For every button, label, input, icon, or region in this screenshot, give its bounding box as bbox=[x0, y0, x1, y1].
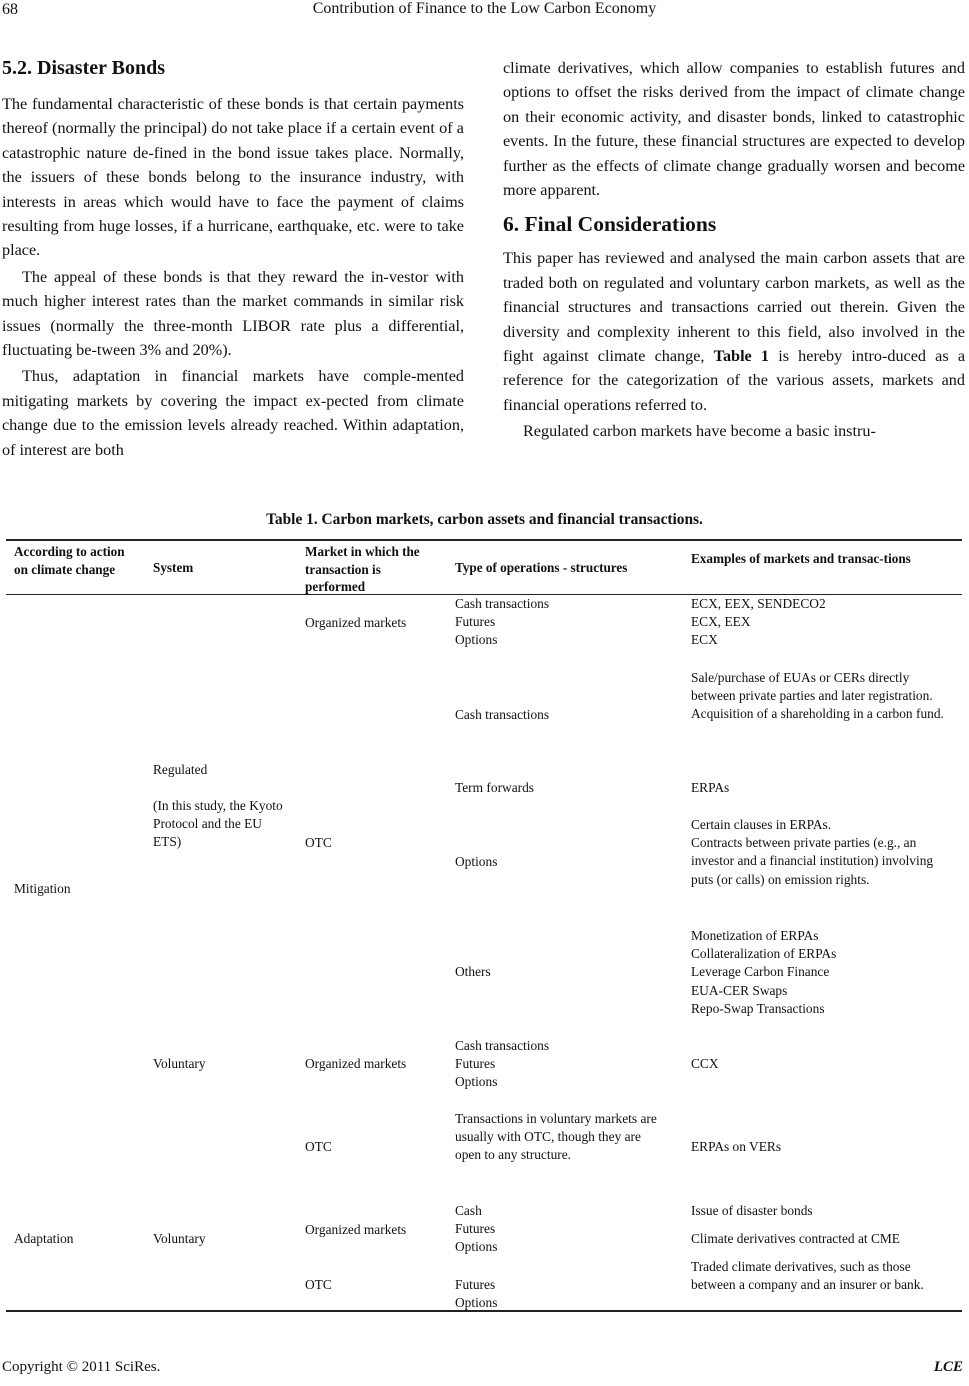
right-column bbox=[503, 56, 965, 444]
table-cell-examples: CCX bbox=[691, 1056, 719, 1071]
paragraph: climate derivatives, which allow companies to establish futures and options to offset the risks derived from the impact of climate change on their economic activity, and disaster bonds, linked to catastrophic events. In the future, these financial structures are expected to develop further as the effects of climate change gradually worsen and become more apparent. bbox=[503, 59, 965, 200]
table-header-system: System bbox=[153, 560, 194, 575]
table-cell-examples: Traded climate derivatives, such as those between a company and an insurer or bank. bbox=[691, 1259, 924, 1293]
table-cell-operations: Others bbox=[455, 964, 491, 979]
table-header-operations: Type of operations - structures bbox=[455, 560, 628, 575]
table-caption: Table 1. Carbon markets, carbon assets and financial transactions. bbox=[266, 511, 703, 528]
table-cell-voluntary: Voluntary bbox=[153, 1056, 206, 1071]
running-title: Contribution of Finance to the Low Carbon Economy bbox=[312, 0, 657, 17]
table-cell-operations: Options bbox=[455, 854, 498, 869]
table-cell-examples: Certain clauses in ERPAs. Contracts between private parties (e.g., an investor and a financial institution) involving puts (or calls) on emission rights. bbox=[691, 817, 934, 887]
table-cell-operations: Cash Futures Options bbox=[455, 1203, 498, 1255]
table-cell-examples: Sale/purchase of EUAs or CERs directly between private parties and later registration. Acquisition of a shareholding in a carbon fund. bbox=[691, 670, 944, 722]
table-top-rule bbox=[6, 539, 962, 541]
table-cell-organized-markets: Organized markets bbox=[305, 615, 407, 630]
table-cell-organized-markets: Organized markets bbox=[305, 1056, 407, 1071]
page-number: 68 bbox=[2, 1, 18, 18]
section-heading-disaster-bonds: 5.2. Disaster Bonds bbox=[2, 57, 165, 79]
table-cell-regulated-note: (In this study, the Kyoto Protocol and the EU ETS) bbox=[153, 798, 283, 850]
table-cell-voluntary-adaptation: Voluntary bbox=[153, 1231, 206, 1246]
table-cell-operations: Term forwards bbox=[455, 780, 535, 795]
table-cell-otc: OTC bbox=[305, 1277, 332, 1292]
table-cell-operations: Futures Options bbox=[455, 1277, 498, 1311]
table-cell-examples: ERPAs bbox=[691, 780, 730, 795]
table-header-action: According to action on climate change bbox=[14, 544, 125, 577]
journal-abbreviation: LCE bbox=[933, 1359, 963, 1375]
paragraph: The appeal of these bonds is that they reward the in-vestor with much higher interest rates than the market commands in similar risk issues (normally the three-month LIBOR rate plus a differential, fluctuating be-tween 3% and 20%). bbox=[2, 267, 464, 360]
section-heading-final-considerations: 6. Final Considerations bbox=[503, 212, 717, 237]
table-cell-examples: Issue of disaster bonds bbox=[691, 1203, 813, 1218]
paragraph: Thus, adaptation in financial markets have comple-mented mitigating markets by covering the impact ex-pected from climate change due to the emission levels already reached. Within adaptation, of interest are both bbox=[2, 367, 464, 459]
table-header-market: Market in which the transaction is performed bbox=[305, 544, 420, 594]
paragraph: This paper has reviewed and analysed the main carbon assets that are traded both on regulated and voluntary carbon markets, as well as the financial structures and transactions carried out therein. Given the diversity and complexity inherent to this field, also involved in the fight against climate change, Table 1 is hereby intro-duced as a reference for the categorization of the various assets, markets and financial operations referred to. bbox=[503, 249, 966, 414]
paragraph: Regulated carbon markets have become a basic instru- bbox=[523, 422, 876, 441]
table-reference: Table 1 bbox=[713, 347, 770, 366]
page-header bbox=[0, 0, 969, 22]
copyright-notice: Copyright © 2011 SciRes. bbox=[2, 1359, 161, 1375]
table-cell-adaptation: Adaptation bbox=[14, 1231, 74, 1246]
table-cell-operations: Cash transactions Futures Options bbox=[455, 1038, 550, 1090]
table-cell-otc: OTC bbox=[305, 1139, 332, 1154]
table-cell-examples: Climate derivatives contracted at CME bbox=[691, 1231, 900, 1246]
table-cell-operations: Cash transactions bbox=[455, 707, 550, 722]
table-cell-otc: OTC bbox=[305, 835, 332, 850]
table-cell-operations: Cash transactions Futures Options bbox=[455, 596, 550, 648]
left-column bbox=[2, 54, 464, 462]
table-cell-examples: ECX, EEX, SENDECO2 ECX, EEX ECX bbox=[691, 596, 826, 648]
paragraph: The fundamental characteristic of these bonds is that certain payments thereof (normally the principal) do not take place if a certain event of a catastrophic nature de-fined in the bond issue takes place. Normally, the issuers of these bonds belong to the insurance industry, with interests in areas which would have to face the payment of claims resulting from huge losses, if a hurricane, earthquake, etc. were to take place. bbox=[2, 95, 464, 260]
table-cell-examples: Monetization of ERPAs Collateralization of ERPAs Leverage Carbon Finance EUA-CER Swaps Repo-Swap Transactions bbox=[691, 928, 837, 1016]
table-cell-regulated: Regulated bbox=[153, 762, 208, 777]
table-cell-mitigation: Mitigation bbox=[14, 881, 71, 896]
table-cell-operations: Transactions in voluntary markets are usually with OTC, though they are open to any structure. bbox=[455, 1111, 657, 1163]
table-header-examples: Examples of markets and transac-tions bbox=[691, 551, 911, 566]
table-cell-examples: ERPAs on VERs bbox=[691, 1139, 782, 1154]
table-cell-organized-markets: Organized markets bbox=[305, 1222, 407, 1237]
